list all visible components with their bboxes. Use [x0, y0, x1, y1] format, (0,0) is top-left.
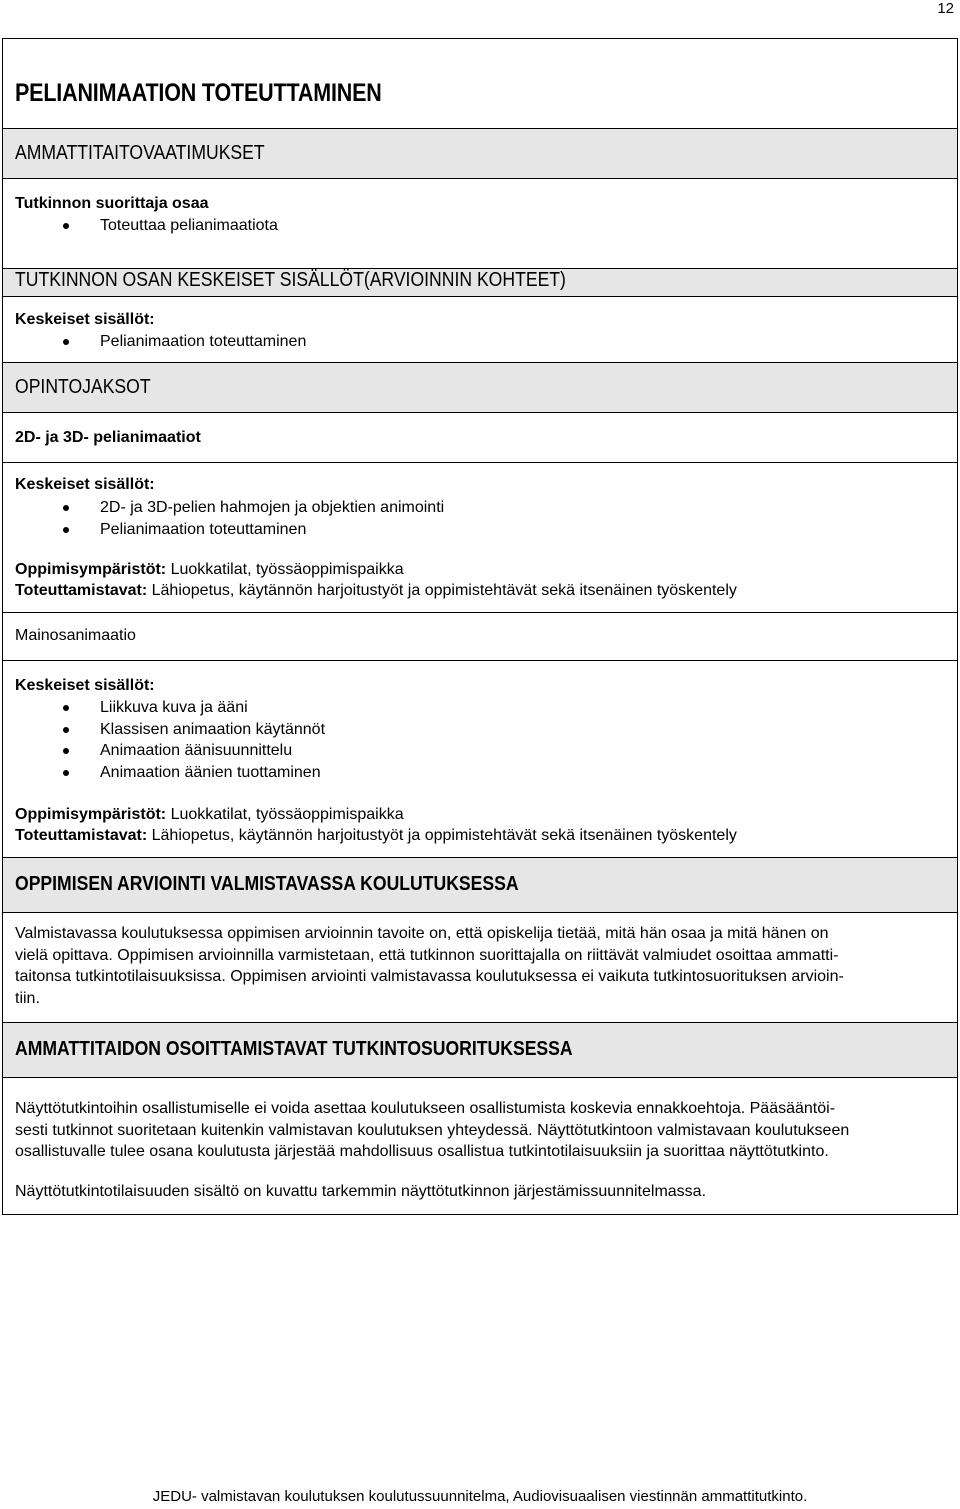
list-item: Toteuttaa pelianimaatiota: [15, 215, 945, 237]
course2-title: Mainosanimaatio: [15, 627, 136, 644]
list-item: Klassisen animaation käytännöt: [15, 719, 945, 741]
demonstration-body-row: [3, 1078, 957, 1214]
assessment-line: Valmistavassa koulutuksessa oppimisen arvioinnin tavoite on, että opiskelija tietää, mitä hän osaa ja mitä hänen on: [15, 925, 829, 942]
assessment-line: taitonsa tutkintotilaisuuksissa. Oppimisen arviointi valmistavassa koulutuksessa ei vaikuta tutkintosuorituksen arvioin-: [15, 968, 844, 985]
bullet-icon: [63, 727, 69, 733]
course1-methods: Toteuttamistavat: Lähiopetus, käytännön harjoitustyöt ja oppimistehtävät sekä itsenäinen työskentely: [15, 582, 737, 599]
core-contents-heading-row: [3, 269, 957, 297]
assessment-heading-row: [3, 858, 957, 913]
core-contents-list: [15, 331, 945, 353]
requirements-list: [15, 215, 945, 237]
requirements-heading: AMMATTITAITOVAATIMUKSET: [15, 142, 265, 164]
course2-contents-label: Keskeiset sisällöt:: [15, 677, 155, 694]
core-contents-heading: TUTKINNON OSAN KESKEISET SISÄLLÖT(ARVIOINNIN KOHTEET): [15, 269, 566, 291]
list-item: Liikkuva kuva ja ääni: [15, 697, 945, 719]
list-item: Animaation äänisuunnittelu: [15, 740, 945, 762]
list-item: Pelianimaation toteuttaminen: [15, 331, 945, 353]
course1-environment: Oppimisympäristöt: Luokkatilat, työssäoppimispaikka: [15, 561, 404, 578]
course1-title: 2D- ja 3D- pelianimaatiot: [15, 429, 201, 446]
courses-heading-row: [3, 363, 957, 413]
course1-contents-list: [15, 497, 945, 540]
course2-body-row: [3, 661, 957, 858]
bullet-icon: [63, 770, 69, 776]
assessment-line: vielä opittava. Oppimisen arvioinnilla varmistetaan, että tutkinnon suorittajalla on riittävät valmiudet osoittaa ammatti-: [15, 946, 839, 964]
core-contents-body-row: [3, 297, 957, 363]
demonstration-line: sesti tutkinnot suoritetaan kuitenkin valmistavan koulutuksen yhteydessä. Näyttötutkintoon valmistavaan koulutukseen: [15, 1121, 850, 1139]
courses-heading: OPINTOJAKSOT: [15, 376, 151, 398]
requirements-body-row: [3, 179, 957, 269]
document-table: [2, 38, 958, 1215]
course1-contents-label: Keskeiset sisällöt:: [15, 476, 155, 493]
course1-body-row: [3, 463, 957, 613]
list-item: Pelianimaation toteuttaminen: [15, 519, 945, 541]
assessment-heading: OPPIMISEN ARVIOINTI VALMISTAVASSA KOULUTUKSESSA: [15, 873, 519, 895]
bullet-icon: [63, 223, 69, 229]
bullet-icon: [63, 505, 69, 511]
course2-title-row: [3, 613, 957, 661]
list-item: 2D- ja 3D-pelien hahmojen ja objektien animointi: [15, 497, 945, 519]
demonstration-line: osallistuvalle tulee osana koulutusta järjestää mahdollisuus osallistua tutkintotilaisuuksiin ja suorittaa näyttötutkinto.: [15, 1143, 829, 1160]
core-contents-label: Keskeiset sisällöt:: [15, 311, 155, 328]
assessment-line: tiin.: [15, 989, 40, 1007]
assessment-text: [15, 923, 945, 1009]
course1-title-row: [3, 413, 957, 463]
assessment-body-row: [3, 913, 957, 1023]
course2-methods: Toteuttamistavat: Lähiopetus, käytännön harjoitustyöt ja oppimistehtävät sekä itsenäinen työskentely: [15, 827, 737, 844]
demonstration-heading-row: [3, 1023, 957, 1078]
page-footer: JEDU- valmistavan koulutuksen koulutussuunnitelma, Audiovisuaalisen viestinnän ammattitutkinto.: [152, 1488, 808, 1505]
requirements-subheading: Tutkinnon suorittaja osaa: [15, 195, 209, 212]
bullet-icon: [63, 705, 69, 711]
demonstration-heading: AMMATTITAIDON OSOITTAMISTAVAT TUTKINTOSUORITUKSESSA: [15, 1038, 573, 1060]
page-title: PELIANIMAATION TOTEUTTAMINEN: [15, 79, 382, 107]
bullet-icon: [63, 527, 69, 533]
page-number: 12: [937, 0, 954, 17]
bullet-icon: [63, 748, 69, 754]
demonstration-paragraph-2: Näyttötutkintotilaisuuden sisältö on kuvattu tarkemmin näyttötutkinnon järjestämissuunnitelmassa.: [15, 1182, 707, 1200]
demonstration-line: Näyttötutkintoihin osallistumiselle ei voida asettaa koulutukseen osallistumista koskevia ennakkoehtoja. Pääsääntöi-: [15, 1100, 836, 1117]
bullet-icon: [63, 339, 69, 345]
title-row: [3, 39, 957, 129]
course2-contents-list: [15, 697, 945, 783]
list-item: Animaation äänien tuottaminen: [15, 762, 945, 784]
demonstration-text: [15, 1098, 945, 1202]
requirements-heading-row: [3, 129, 957, 179]
course2-environment: Oppimisympäristöt: Luokkatilat, työssäoppimispaikka: [15, 806, 404, 823]
